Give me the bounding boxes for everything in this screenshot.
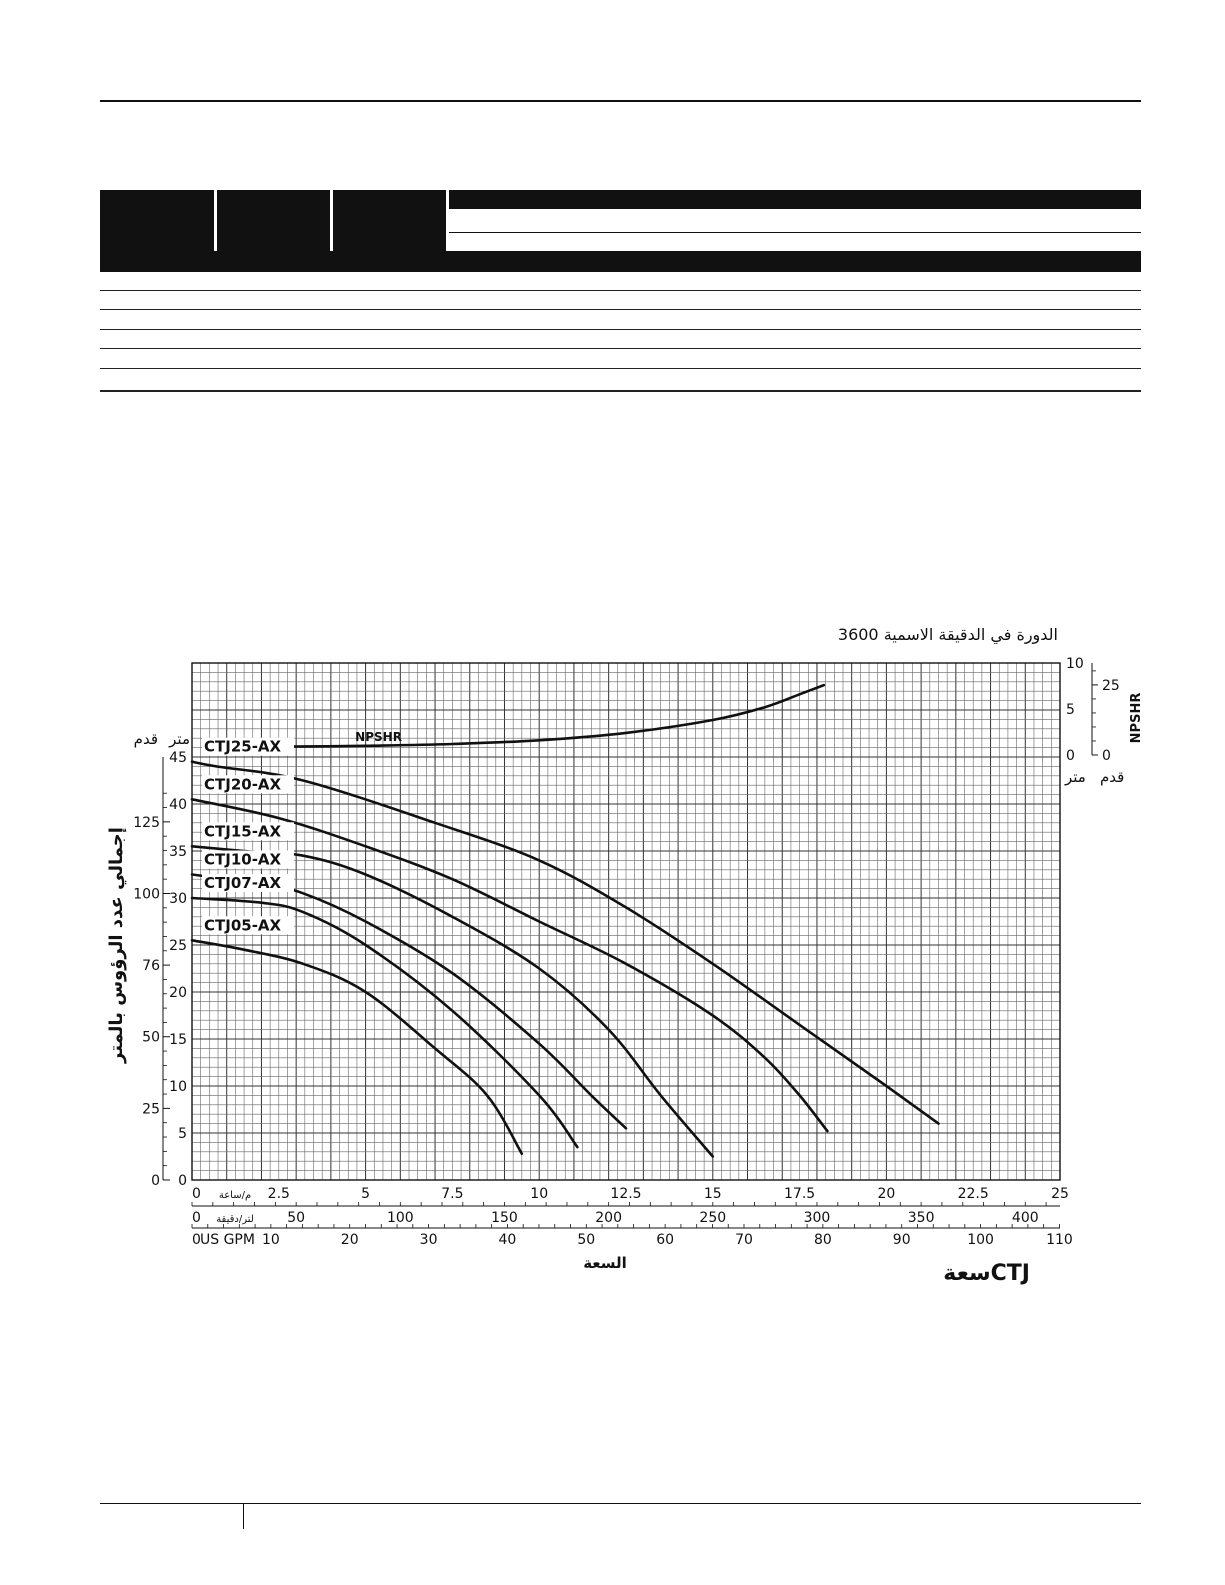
npshr-tick-label-meters: 5 bbox=[1066, 702, 1075, 718]
y-axis-label: إجمالي عدد الرؤوس بالمتر bbox=[106, 827, 127, 1063]
x-tick-label: 0 bbox=[192, 1186, 201, 1202]
y-tick-label-feet: 50 bbox=[142, 1029, 160, 1046]
footer-divider bbox=[243, 1503, 244, 1529]
x-tick-label: 25 bbox=[1051, 1186, 1069, 1202]
npshr-tick-label-feet: 25 bbox=[1102, 677, 1120, 694]
x-tick-label: 80 bbox=[813, 1232, 832, 1248]
y-tick-label-meters: 15 bbox=[169, 1032, 187, 1048]
x-tick-label: 2.5 bbox=[267, 1186, 290, 1202]
y-tick-label-feet: 76 bbox=[142, 958, 160, 975]
curve-label-ctj20-ax: CTJ20-AX bbox=[204, 775, 282, 794]
y-unit-label-meters: متر bbox=[169, 730, 190, 748]
x-tick-label: 12.5 bbox=[610, 1186, 642, 1202]
x-tick-label: 90 bbox=[892, 1232, 911, 1248]
curve-label-ctj10-ax: CTJ10-AX bbox=[204, 850, 282, 869]
x-tick-label: 110 bbox=[1046, 1232, 1073, 1248]
curve-npshr bbox=[268, 685, 824, 747]
y-tick-label-feet: 0 bbox=[151, 1173, 160, 1189]
y-tick-label-meters: 30 bbox=[169, 891, 187, 907]
x-tick-label: 200 bbox=[595, 1210, 623, 1226]
footer-rule bbox=[100, 1503, 1141, 1504]
x-tick-label: 50 bbox=[287, 1210, 306, 1226]
x-tick-label: 150 bbox=[491, 1210, 518, 1226]
brand-capacity-label: سعةCTJ bbox=[943, 1261, 1030, 1286]
x-tick-label: 350 bbox=[907, 1210, 935, 1226]
x-tick-label: 100 bbox=[386, 1210, 414, 1226]
x-tick-label: 250 bbox=[699, 1210, 727, 1226]
curve-label-ctj25-ax: CTJ25-AX bbox=[204, 737, 282, 756]
curve-label-ctj07-ax: CTJ07-AX bbox=[204, 874, 282, 892]
x-tick-label: 100 bbox=[967, 1232, 994, 1248]
y-tick-label-meters: 45 bbox=[169, 750, 187, 766]
y-unit-label-feet: قدم bbox=[133, 730, 158, 748]
chart-title: 3600 الدورة في الدقيقة الاسمية bbox=[837, 625, 1058, 644]
npshr-axis-label: NPSHR bbox=[1129, 692, 1144, 744]
npshr-unit-label-meters: متر bbox=[1065, 768, 1086, 786]
x-tick-label: 70 bbox=[735, 1232, 753, 1248]
y-tick-label-meters: 5 bbox=[178, 1126, 187, 1142]
x-tick-label: 40 bbox=[498, 1232, 517, 1248]
curve-label-npshr: NPSHR bbox=[355, 730, 402, 745]
x-axis-unit-label: لتر/دقيقة bbox=[216, 1214, 254, 1225]
npshr-tick-label-meters: 0 bbox=[1066, 748, 1075, 764]
x-tick-label: 50 bbox=[577, 1232, 596, 1248]
x-tick-label: 400 bbox=[1011, 1210, 1039, 1226]
y-tick-label-feet: 100 bbox=[133, 886, 160, 903]
x-axis-unit-label: م/ساعة bbox=[218, 1190, 252, 1201]
curve-label-ctj15-ax: CTJ15-AX bbox=[204, 822, 282, 841]
x-tick-label: 300 bbox=[803, 1210, 831, 1226]
x-tick-label: 30 bbox=[419, 1232, 438, 1248]
x-tick-label: 20 bbox=[877, 1186, 896, 1202]
y-tick-label-meters: 40 bbox=[169, 797, 187, 813]
x-tick-label: 20 bbox=[340, 1232, 359, 1248]
x-tick-label: 10 bbox=[530, 1186, 549, 1202]
y-tick-label-meters: 35 bbox=[169, 844, 187, 860]
y-tick-label-feet: 125 bbox=[133, 814, 160, 831]
y-tick-label-meters: 10 bbox=[169, 1079, 187, 1095]
npshr-tick-label-feet: 0 bbox=[1102, 748, 1111, 764]
x-tick-label: 10 bbox=[261, 1232, 280, 1248]
x-tick-label: 0 bbox=[192, 1232, 201, 1248]
x-tick-label: 60 bbox=[656, 1232, 675, 1248]
y-tick-label-feet: 25 bbox=[142, 1101, 160, 1118]
npshr-tick-label-meters: 10 bbox=[1066, 656, 1084, 672]
y-tick-label-meters: 25 bbox=[169, 938, 187, 954]
x-tick-label: 0 bbox=[192, 1210, 201, 1226]
x-tick-label: 17.5 bbox=[784, 1186, 816, 1202]
x-axis-unit-label: US GPM bbox=[200, 1232, 255, 1248]
x-tick-label: 7.5 bbox=[441, 1186, 464, 1202]
x-axis-label: السعة bbox=[583, 1254, 627, 1272]
x-tick-label: 5 bbox=[361, 1186, 371, 1202]
npshr-unit-label-feet: قدم bbox=[1100, 768, 1125, 786]
x-tick-label: 15 bbox=[703, 1186, 722, 1202]
y-tick-label-meters: 20 bbox=[169, 985, 187, 1001]
curve-label-ctj05-ax: CTJ05-AX bbox=[204, 916, 282, 935]
x-tick-label: 22.5 bbox=[957, 1186, 989, 1202]
y-tick-label-meters: 0 bbox=[178, 1173, 187, 1189]
